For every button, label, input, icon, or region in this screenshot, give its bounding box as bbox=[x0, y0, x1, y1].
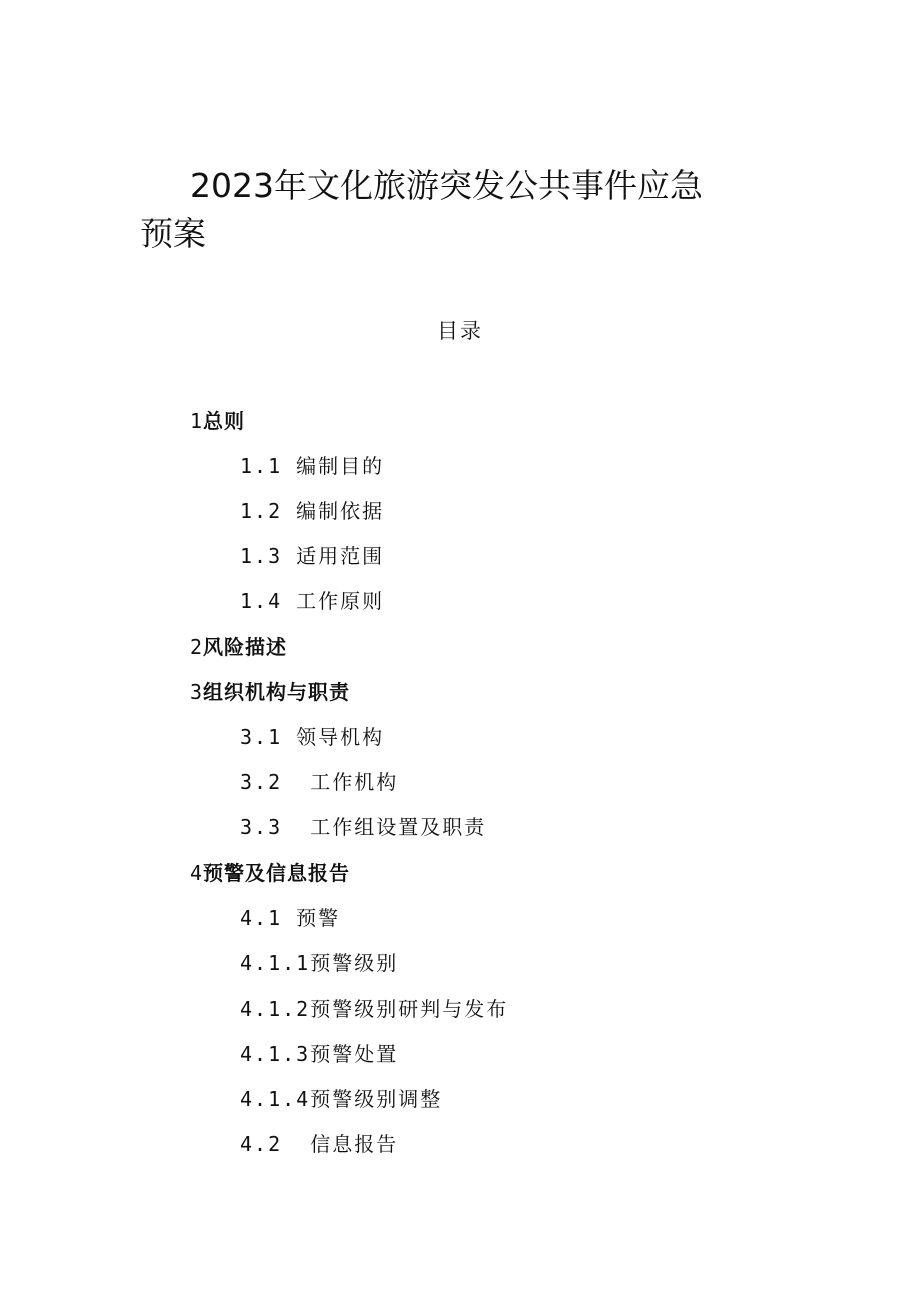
toc-entry-1-4[interactable] bbox=[240, 586, 384, 616]
toc-entry-label: 工作组设置及职责 bbox=[310, 815, 487, 839]
toc-entry-1-3[interactable] bbox=[240, 541, 384, 571]
toc-entry-4-1-3[interactable] bbox=[240, 1039, 398, 1069]
toc-entry-number: 3.1 bbox=[240, 725, 283, 749]
toc-entry-2[interactable] bbox=[190, 632, 287, 662]
toc-entry-4-1[interactable] bbox=[240, 903, 340, 933]
toc-entry-label: 工作原则 bbox=[296, 589, 385, 613]
toc-entry-3-2[interactable] bbox=[240, 767, 398, 797]
toc-entry-number: 4 bbox=[190, 861, 204, 885]
toc-entry-label: 预警级别调整 bbox=[310, 1087, 443, 1111]
toc-entry-number: 3.3 bbox=[240, 815, 283, 839]
toc-entry-label: 信息报告 bbox=[310, 1132, 399, 1156]
toc-entry-number: 1.1 bbox=[240, 454, 283, 478]
toc-entry-number: 1 bbox=[190, 409, 204, 433]
toc-heading: 目录 bbox=[437, 319, 483, 343]
toc-entry-number: 4.1.4 bbox=[240, 1087, 311, 1111]
toc-entry-4-1-1[interactable] bbox=[240, 948, 398, 978]
toc-entry-number: 3.2 bbox=[240, 770, 283, 794]
toc-entry-number: 1.2 bbox=[240, 499, 283, 523]
toc-entry-4-1-2[interactable] bbox=[240, 994, 508, 1024]
toc-entry-number: 1.4 bbox=[240, 589, 283, 613]
toc-entry-label: 领导机构 bbox=[296, 725, 385, 749]
toc-entry-number: 3 bbox=[190, 680, 204, 704]
toc-entry-label: 工作机构 bbox=[310, 770, 399, 794]
toc-entry-number: 4.1.3 bbox=[240, 1042, 311, 1066]
toc-entry-number: 4.1.2 bbox=[240, 997, 311, 1021]
toc-entry-number: 4.2 bbox=[240, 1132, 283, 1156]
toc-entry-4-2[interactable] bbox=[240, 1129, 398, 1159]
toc-entry-number: 4.1 bbox=[240, 906, 283, 930]
toc-entry-label: 预警 bbox=[296, 906, 341, 930]
toc-entry-number: 2 bbox=[190, 635, 204, 659]
toc-entry-label: 适用范围 bbox=[296, 544, 385, 568]
toc-entry-1-1[interactable] bbox=[240, 451, 384, 481]
toc-entry-label: 预警处置 bbox=[310, 1042, 399, 1066]
toc-entry-3-1[interactable] bbox=[240, 722, 384, 752]
toc-entry-1-2[interactable] bbox=[240, 496, 384, 526]
toc-entry-3[interactable] bbox=[190, 677, 350, 707]
toc-entry-label: 预警级别研判与发布 bbox=[310, 997, 509, 1021]
toc-entry-number: 4.1.1 bbox=[240, 951, 311, 975]
toc-entry-1[interactable] bbox=[190, 406, 245, 436]
toc-entry-label: 风险描述 bbox=[203, 635, 288, 659]
document-title: 2023年文化旅游突发公共事件应急预案 bbox=[140, 166, 703, 253]
toc-entry-label: 预警及信息报告 bbox=[203, 861, 351, 885]
toc-entry-label: 组织机构与职责 bbox=[203, 680, 351, 704]
toc-entry-label: 预警级别 bbox=[310, 951, 399, 975]
toc-entry-label: 编制目的 bbox=[296, 454, 385, 478]
toc-entry-number: 1.3 bbox=[240, 544, 283, 568]
toc-entry-3-3[interactable] bbox=[240, 812, 486, 842]
toc-entry-4[interactable] bbox=[190, 858, 350, 888]
toc-entry-4-1-4[interactable] bbox=[240, 1084, 442, 1114]
toc-entry-label: 编制依据 bbox=[296, 499, 385, 523]
toc-entry-label: 总则 bbox=[203, 409, 246, 433]
